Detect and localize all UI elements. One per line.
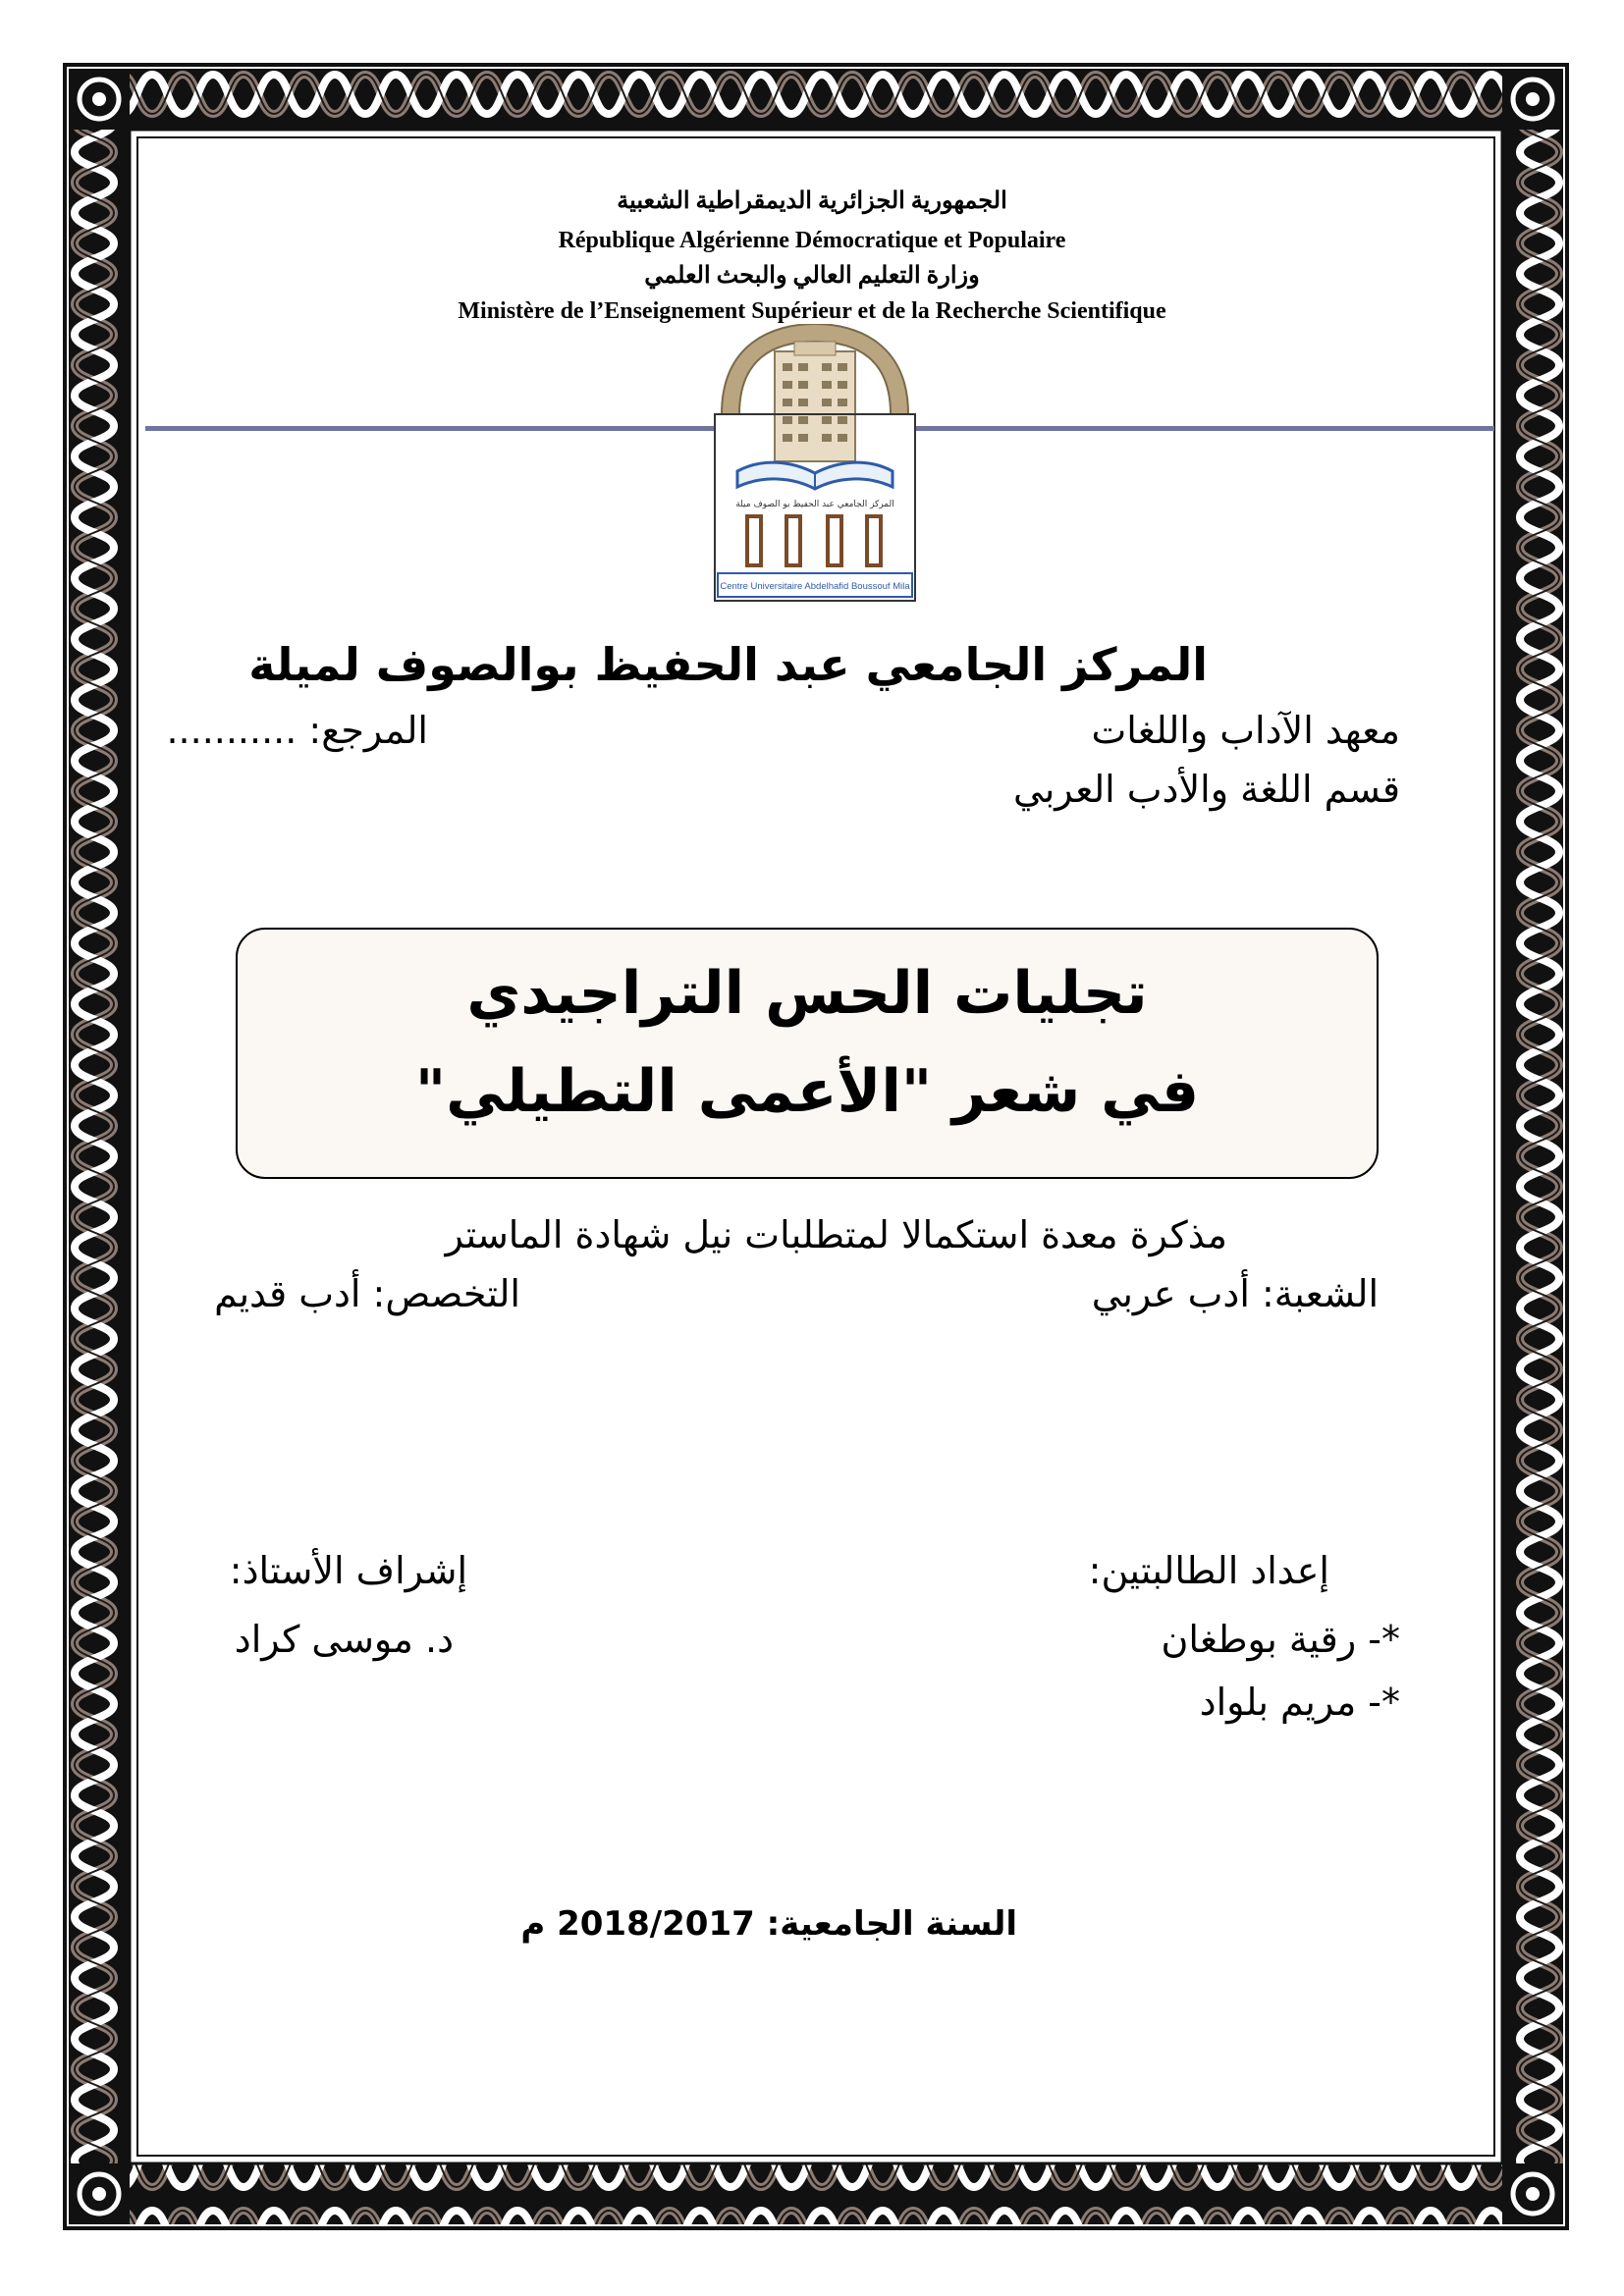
department-name: قسم اللغة والأدب العربي (1013, 768, 1400, 811)
institute-name: معهد الآداب واللغات (1091, 709, 1400, 752)
corner-ornament-icon (69, 2163, 130, 2224)
header-rule-left (145, 426, 715, 431)
institution-name: المركز الجامعي عبد الحفيظ بوالصوف لميلة (248, 638, 1208, 691)
logo-latin-text: Centre Universitaire Abdelhafid Boussouf Mila (720, 581, 910, 592)
university-logo (714, 324, 916, 603)
students-label: إعداد الطالبتين: (1088, 1549, 1329, 1592)
academic-year: السنة الجامعية: 2018/2017 م (520, 1904, 1017, 1944)
thesis-title-line-1: تجليات الحس التراجيدي (466, 959, 1148, 1028)
corner-ornament-icon (1502, 69, 1563, 130)
student-item: *- مريم بلواد (1199, 1681, 1400, 1724)
supervisor-name: د. موسى كراد (234, 1618, 454, 1661)
student-item: *- رقية بوطغان (1161, 1618, 1400, 1661)
republic-arabic: الجمهورية الجزائرية الديمقراطية الشعبية (617, 188, 1007, 214)
thesis-title-line-2: في شعر "الأعمى التطيلي" (414, 1057, 1200, 1126)
thesis-description: مذكرة معدة استكمالا لمتطلبات نيل شهادة الماستر (445, 1213, 1227, 1256)
specialty-field: التخصص: أدب قديم (214, 1272, 520, 1315)
ministry-arabic: وزارة التعليم العالي والبحث العلمي (644, 263, 980, 289)
thesis-title-box (236, 928, 1379, 1179)
reference-field: المرجع: ........... (166, 709, 428, 752)
republic-french: République Algérienne Démocratique et Populaire (558, 228, 1066, 253)
header-rule-right (915, 426, 1494, 431)
corner-ornament-icon (69, 69, 130, 130)
branch-field: الشعبة: أدب عربي (1091, 1272, 1379, 1315)
corner-ornament-icon (1502, 2163, 1563, 2224)
supervisor-label: إشراف الأستاذ: (229, 1549, 467, 1592)
logo-arabic-text: المركز الجامعي عبد الحفيظ بو الصوف ميلة (735, 500, 894, 509)
ministry-french: Ministère de l’Enseignement Supérieur et de la Recherche Scientifique (458, 298, 1166, 324)
